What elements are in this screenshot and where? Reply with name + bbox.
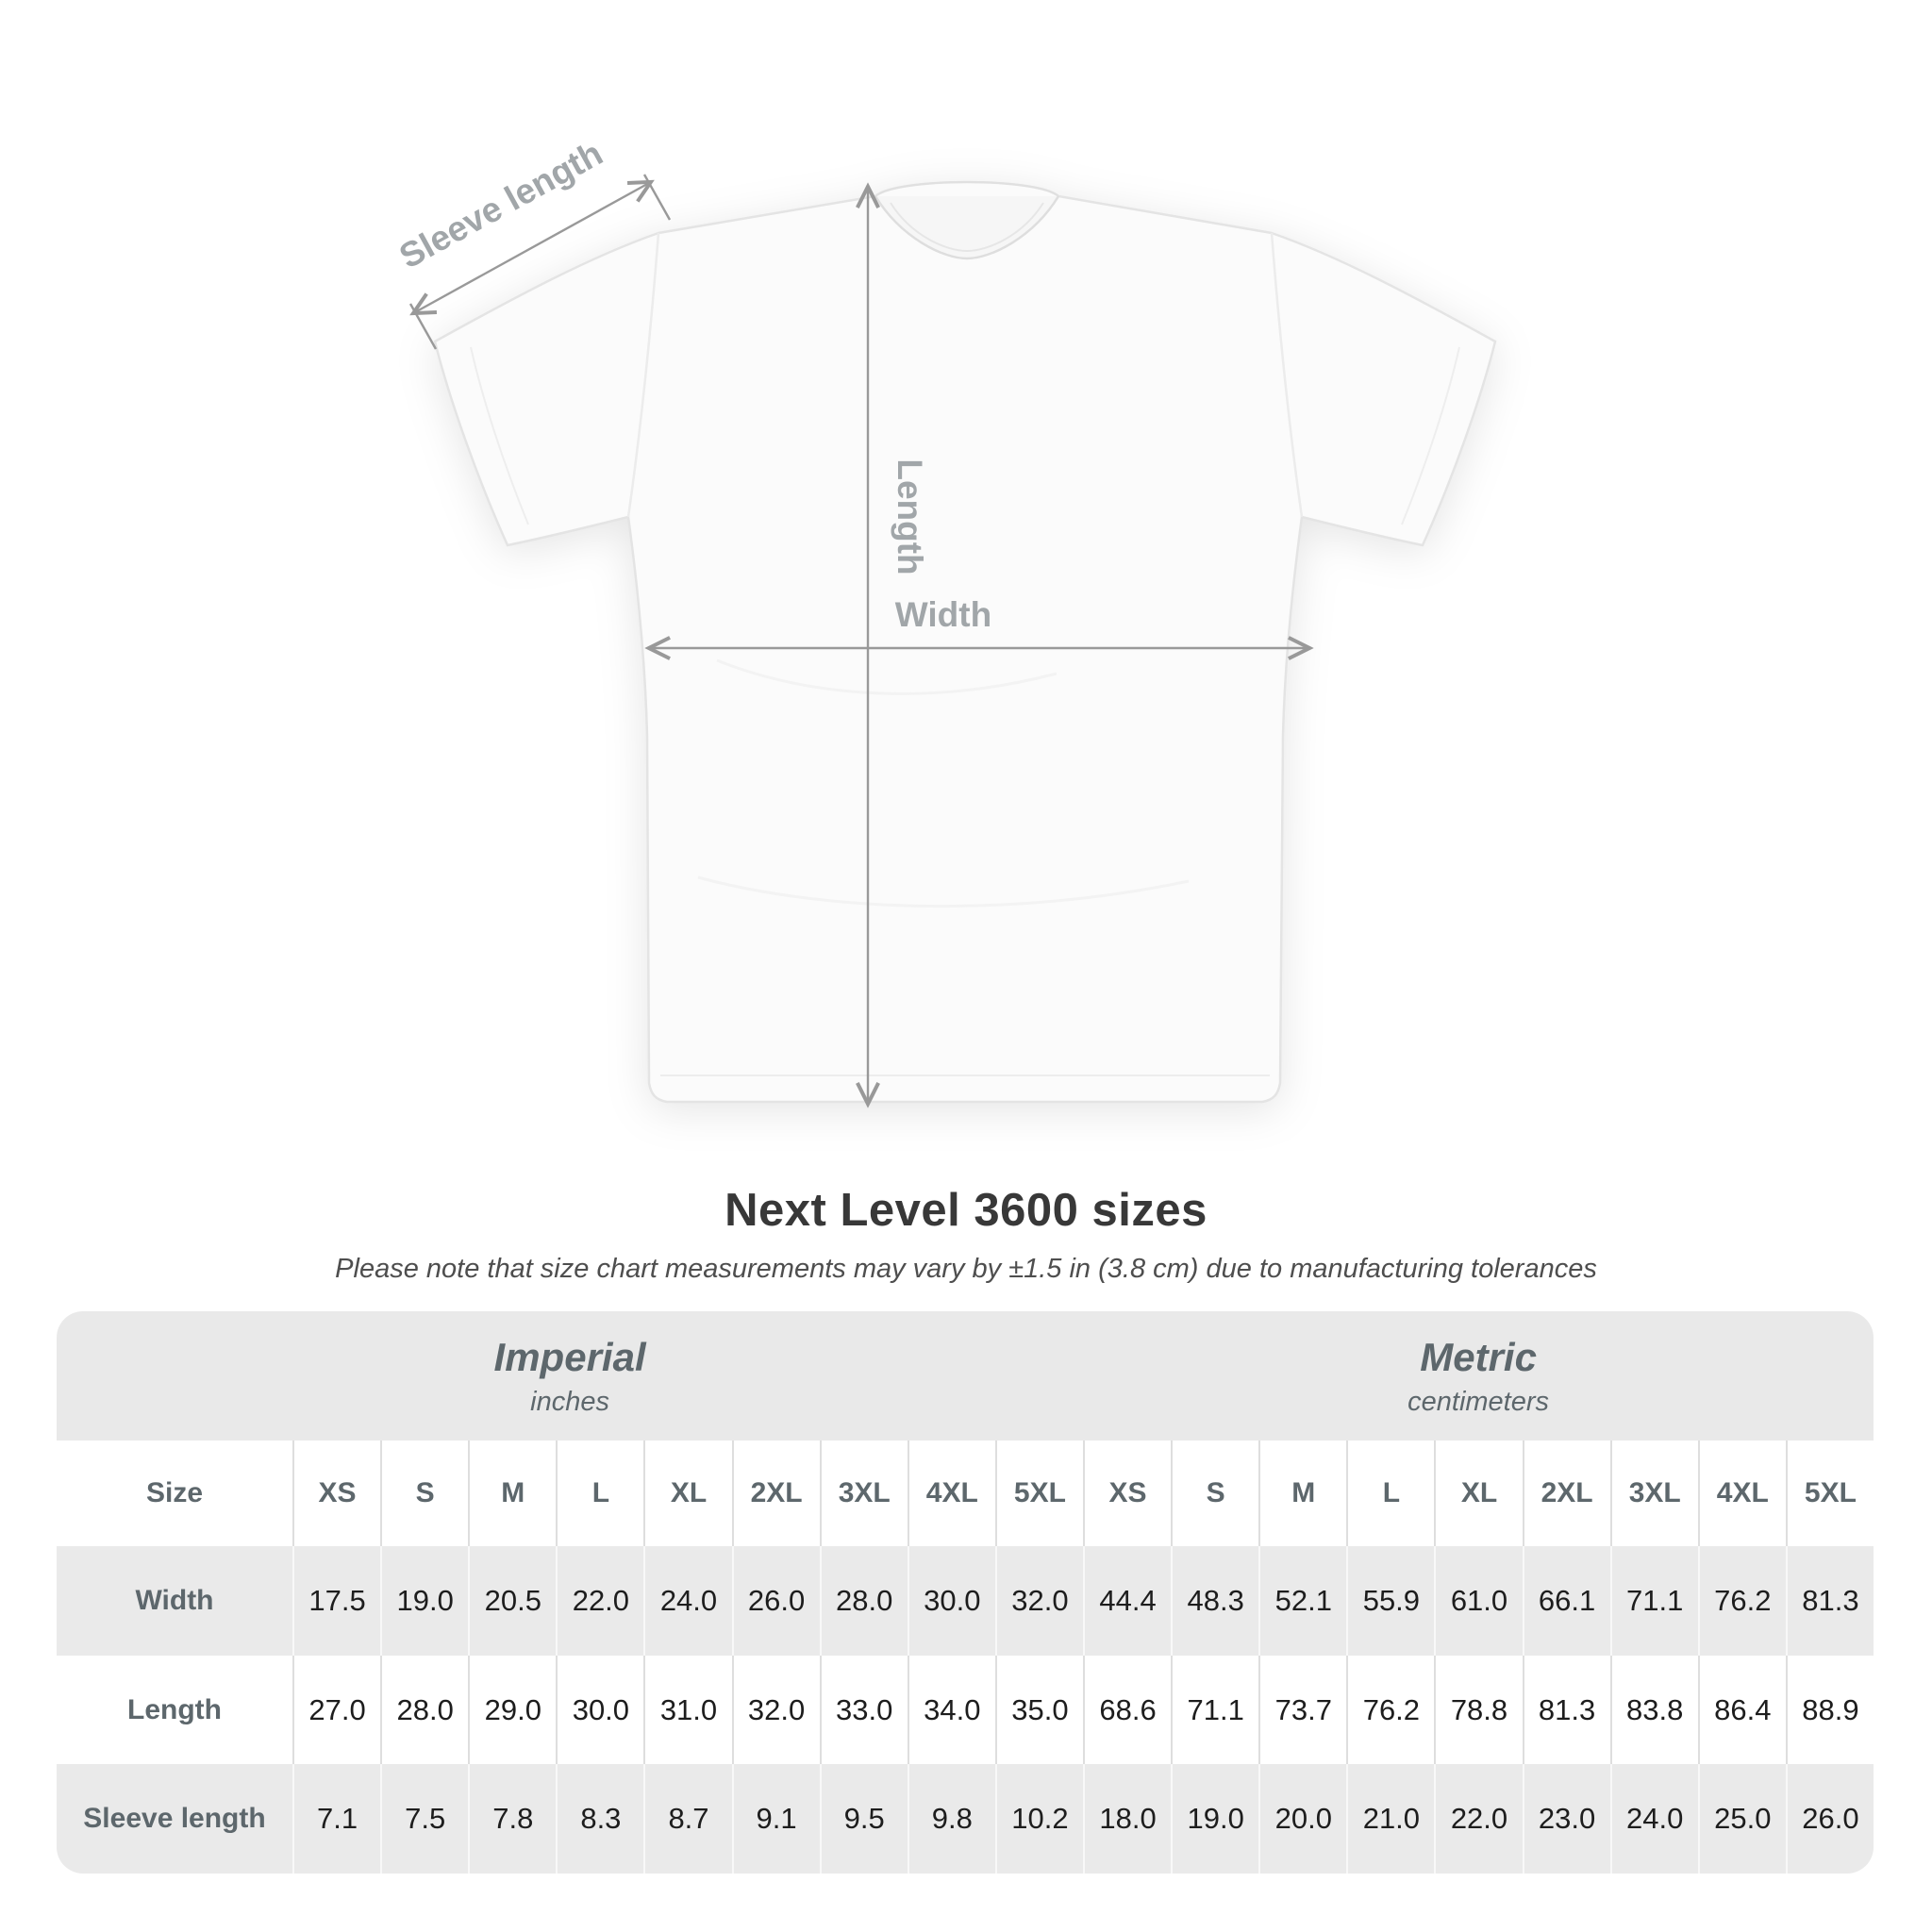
value-cell: 66.1 xyxy=(1523,1546,1610,1656)
imperial-unit: inches xyxy=(530,1386,609,1417)
value-cell: 22.0 xyxy=(556,1546,643,1656)
value-cell: 32.0 xyxy=(732,1656,820,1765)
size-col-header-metric: L xyxy=(1346,1441,1434,1546)
value-cell: 20.5 xyxy=(468,1546,556,1656)
value-cell: 61.0 xyxy=(1434,1546,1522,1656)
value-cell: 32.0 xyxy=(995,1546,1083,1656)
value-cell: 34.0 xyxy=(908,1656,995,1765)
row-label: Sleeve length xyxy=(83,1803,266,1835)
size-table xyxy=(57,1311,1874,1874)
size-col-header-imperial: M xyxy=(468,1441,556,1546)
value-cell: 10.2 xyxy=(995,1764,1083,1874)
value-cell: 28.0 xyxy=(380,1656,468,1765)
value-cell: 9.5 xyxy=(820,1764,908,1874)
value-cell: 48.3 xyxy=(1171,1546,1258,1656)
value-cell: 68.6 xyxy=(1083,1656,1171,1765)
unit-header-band xyxy=(57,1311,1874,1441)
value-cell: 81.3 xyxy=(1786,1546,1874,1656)
metric-unit: centimeters xyxy=(1407,1386,1550,1417)
page-title: Next Level 3600 sizes xyxy=(724,1185,1208,1236)
value-cell: 31.0 xyxy=(643,1656,731,1765)
value-cell: 29.0 xyxy=(468,1656,556,1765)
metric-section-header xyxy=(1083,1311,1874,1441)
size-col-header-metric: S xyxy=(1171,1441,1258,1546)
imperial-label: Imperial xyxy=(493,1334,646,1379)
value-cell: 73.7 xyxy=(1258,1656,1346,1765)
size-col-header-metric: M xyxy=(1258,1441,1346,1546)
tshirt-image xyxy=(435,182,1495,1102)
value-cell: 8.7 xyxy=(643,1764,731,1874)
value-cell: 9.8 xyxy=(908,1764,995,1874)
value-cell: 24.0 xyxy=(643,1546,731,1656)
size-col-header-imperial: 4XL xyxy=(908,1441,995,1546)
value-cell: 19.0 xyxy=(380,1546,468,1656)
imperial-section-header xyxy=(57,1311,1083,1441)
value-cell: 86.4 xyxy=(1698,1656,1786,1765)
value-cell: 33.0 xyxy=(820,1656,908,1765)
value-cell: 20.0 xyxy=(1258,1764,1346,1874)
value-cell: 71.1 xyxy=(1610,1546,1698,1656)
value-cell: 26.0 xyxy=(1786,1764,1874,1874)
value-cell: 8.3 xyxy=(556,1764,643,1874)
measure-row-length xyxy=(57,1656,1874,1765)
size-label: Size xyxy=(145,1477,204,1508)
size-table-grid xyxy=(57,1441,1874,1874)
size-col-header-imperial: S xyxy=(380,1441,468,1546)
value-cell: 28.0 xyxy=(820,1546,908,1656)
value-cell: 21.0 xyxy=(1346,1764,1434,1874)
value-cell: 44.4 xyxy=(1083,1546,1171,1656)
value-cell: 7.5 xyxy=(380,1764,468,1874)
size-col-header-imperial: XS xyxy=(292,1441,380,1546)
length-label: Length xyxy=(891,458,929,575)
size-col-header-imperial: 5XL xyxy=(995,1441,1083,1546)
value-cell: 17.5 xyxy=(292,1546,380,1656)
size-col-header-metric: 3XL xyxy=(1610,1441,1698,1546)
size-col-header-imperial: L xyxy=(556,1441,643,1546)
size-col-header-metric: XS xyxy=(1083,1441,1171,1546)
size-col-header-metric: XL xyxy=(1434,1441,1522,1546)
value-cell: 78.8 xyxy=(1434,1656,1522,1765)
value-cell: 24.0 xyxy=(1610,1764,1698,1874)
sleeve-length-label: Sleeve length xyxy=(392,133,609,276)
value-cell: 83.8 xyxy=(1610,1656,1698,1765)
size-col-header-imperial: 3XL xyxy=(820,1441,908,1546)
row-label: Length xyxy=(127,1693,222,1725)
value-cell: 88.9 xyxy=(1786,1656,1874,1765)
value-cell: 35.0 xyxy=(995,1656,1083,1765)
value-cell: 30.0 xyxy=(556,1656,643,1765)
value-cell: 9.1 xyxy=(732,1764,820,1874)
row-label: Width xyxy=(135,1584,214,1616)
value-cell: 7.8 xyxy=(468,1764,556,1874)
size-col-header-metric: 4XL xyxy=(1698,1441,1786,1546)
size-col-header-metric: 2XL xyxy=(1523,1441,1610,1546)
value-cell: 25.0 xyxy=(1698,1764,1786,1874)
value-cell: 52.1 xyxy=(1258,1546,1346,1656)
value-cell: 76.2 xyxy=(1698,1546,1786,1656)
sleeve-arrow-tick-bottom xyxy=(410,304,436,349)
sleeve-arrow-tick-top xyxy=(644,175,670,220)
size-col-header-imperial: 2XL xyxy=(732,1441,820,1546)
value-cell: 19.0 xyxy=(1171,1764,1258,1874)
value-cell: 76.2 xyxy=(1346,1656,1434,1765)
value-cell: 7.1 xyxy=(292,1764,380,1874)
value-cell: 26.0 xyxy=(732,1546,820,1656)
value-cell: 71.1 xyxy=(1171,1656,1258,1765)
size-header-row xyxy=(57,1441,1874,1546)
size-col-header-imperial: XL xyxy=(643,1441,731,1546)
measure-row-width xyxy=(57,1546,1874,1656)
value-cell: 27.0 xyxy=(292,1656,380,1765)
size-col-header-metric: 5XL xyxy=(1786,1441,1874,1546)
width-label: Width xyxy=(894,595,992,634)
tolerance-note: Please note that size chart measurements may vary by ±1.5 in (3.8 cm) due to manufacturing tolerances xyxy=(335,1254,1597,1284)
value-cell: 18.0 xyxy=(1083,1764,1171,1874)
metric-label: Metric xyxy=(1420,1334,1537,1379)
value-cell: 81.3 xyxy=(1523,1656,1610,1765)
value-cell: 22.0 xyxy=(1434,1764,1522,1874)
value-cell: 30.0 xyxy=(908,1546,995,1656)
value-cell: 23.0 xyxy=(1523,1764,1610,1874)
measure-row-sleeve-length xyxy=(57,1764,1874,1874)
value-cell: 55.9 xyxy=(1346,1546,1434,1656)
